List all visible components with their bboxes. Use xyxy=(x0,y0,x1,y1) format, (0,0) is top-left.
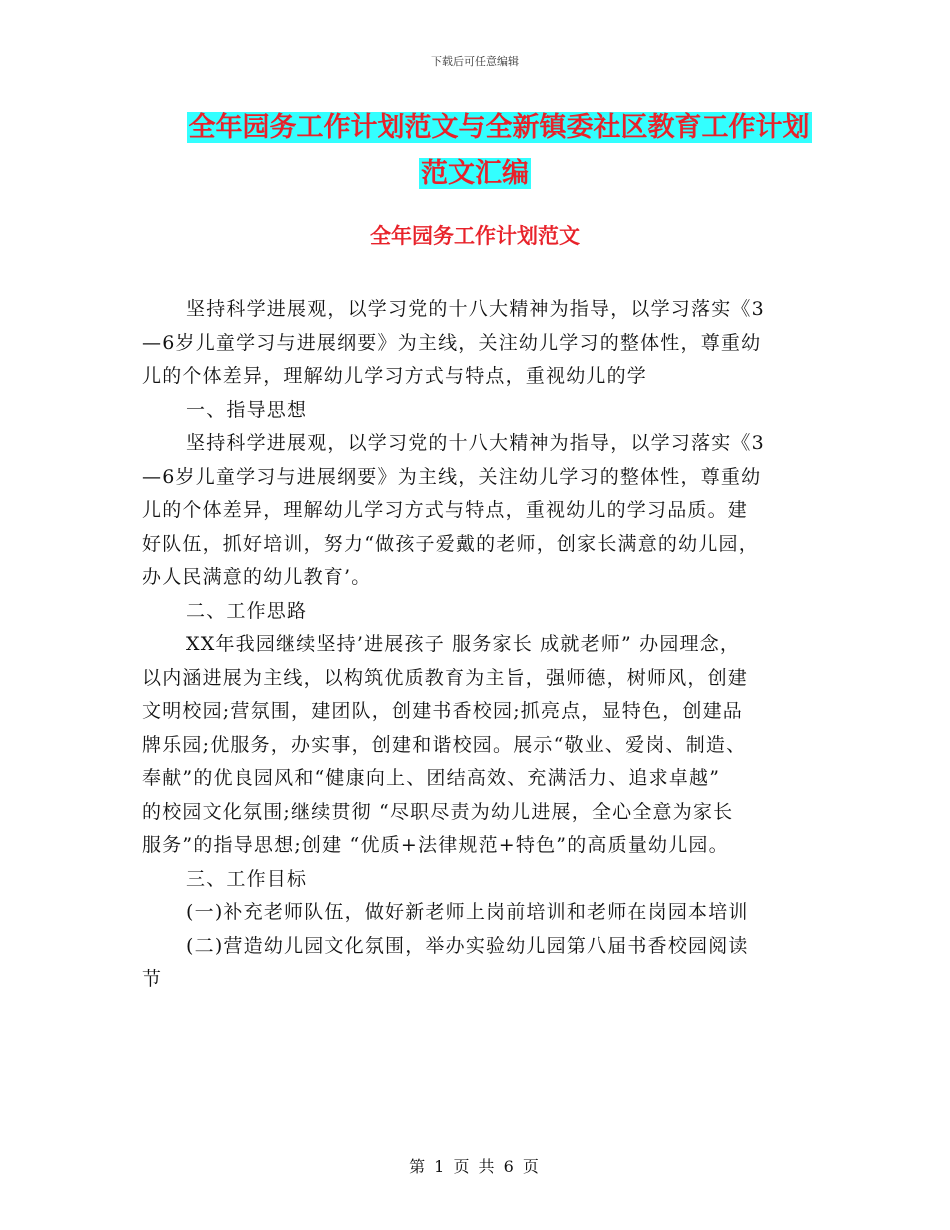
list-item: (二)营造幼儿园文化氛围，举办实验幼儿园第八届书香校园阅读 xyxy=(186,934,749,957)
heading-work-goals: 三、工作目标 xyxy=(186,867,308,890)
document-title-line-2: 范文汇编 xyxy=(421,158,529,189)
page-footer: 第 1 页 共 6 页 xyxy=(409,1157,541,1176)
document-title-continued xyxy=(0,156,950,192)
paragraph-line: 节 xyxy=(142,968,163,990)
document-title xyxy=(24,110,950,146)
section-title: 全年园务工作计划范文 xyxy=(370,224,580,248)
heading-work-approach: 二、工作思路 xyxy=(186,599,308,622)
list-item: (一)补充老师队伍，做好新老师上岗前培训和老师在岗园本培训 xyxy=(186,901,749,923)
paragraph-line: 好队伍，抓好培训，努力“做孩子爱戴的老师，创家长满意的幼儿园， xyxy=(142,532,759,555)
document-body xyxy=(142,293,812,997)
paragraph-line: 以内涵进展为主线，以构筑优质教育为主旨，强师德，树师风，创建 xyxy=(142,666,749,689)
paragraph-line: 坚持科学进展观，以学习党的十八大精神为指导，以学习落实《3 xyxy=(186,432,765,454)
paragraph-line: 儿的个体差异，理解幼儿学习方式与特点，重视幼儿的学习品质。建 xyxy=(142,499,749,521)
paragraph-line: 坚持科学进展观，以学习党的十八大精神为指导，以学习落实《3 xyxy=(186,298,765,320)
paragraph-line: 奉献”的优良园风和“健康向上、团结高效、充满活力、追求卓越” xyxy=(142,767,721,789)
paragraph-line: —6岁儿童学习与进展纲要》为主线，关注幼儿学习的整体性，尊重幼 xyxy=(142,331,762,354)
heading-guiding-ideology: 一、指导思想 xyxy=(186,398,308,421)
paragraph-line: 服务”的指导思想;创建 “优质+法律规范+特色”的高质量幼儿园。 xyxy=(142,834,729,856)
paragraph-line: —6岁儿童学习与进展纲要》为主线，关注幼儿学习的整体性，尊重幼 xyxy=(142,465,762,488)
paragraph-line: 文明校园;营氛围，建团队，创建书香校园;抓亮点，显特色，创建品 xyxy=(142,700,744,722)
paragraph-line: XX年我园继续坚持’进展孩子 服务家长 成就老师” 办园理念， xyxy=(186,633,741,655)
paragraph-line: 儿的个体差异，理解幼儿学习方式与特点，重视幼儿的学 xyxy=(142,365,648,387)
paragraph-line: 牌乐园;优服务，办实事，创建和谐校园。展示“敬业、爱岗、制造、 xyxy=(142,733,747,756)
paragraph-line: 的校园文化氛围;继续贯彻 “尽职尽责为幼儿进展，全心全意为家长 xyxy=(142,800,734,823)
document-title-line-1: 全年园务工作计划范文与全新镇委社区教育工作计划 xyxy=(188,112,810,143)
header-note: 下载后可任意编辑 xyxy=(431,55,519,68)
paragraph-line: 办人民满意的幼儿教育’。 xyxy=(142,566,372,588)
